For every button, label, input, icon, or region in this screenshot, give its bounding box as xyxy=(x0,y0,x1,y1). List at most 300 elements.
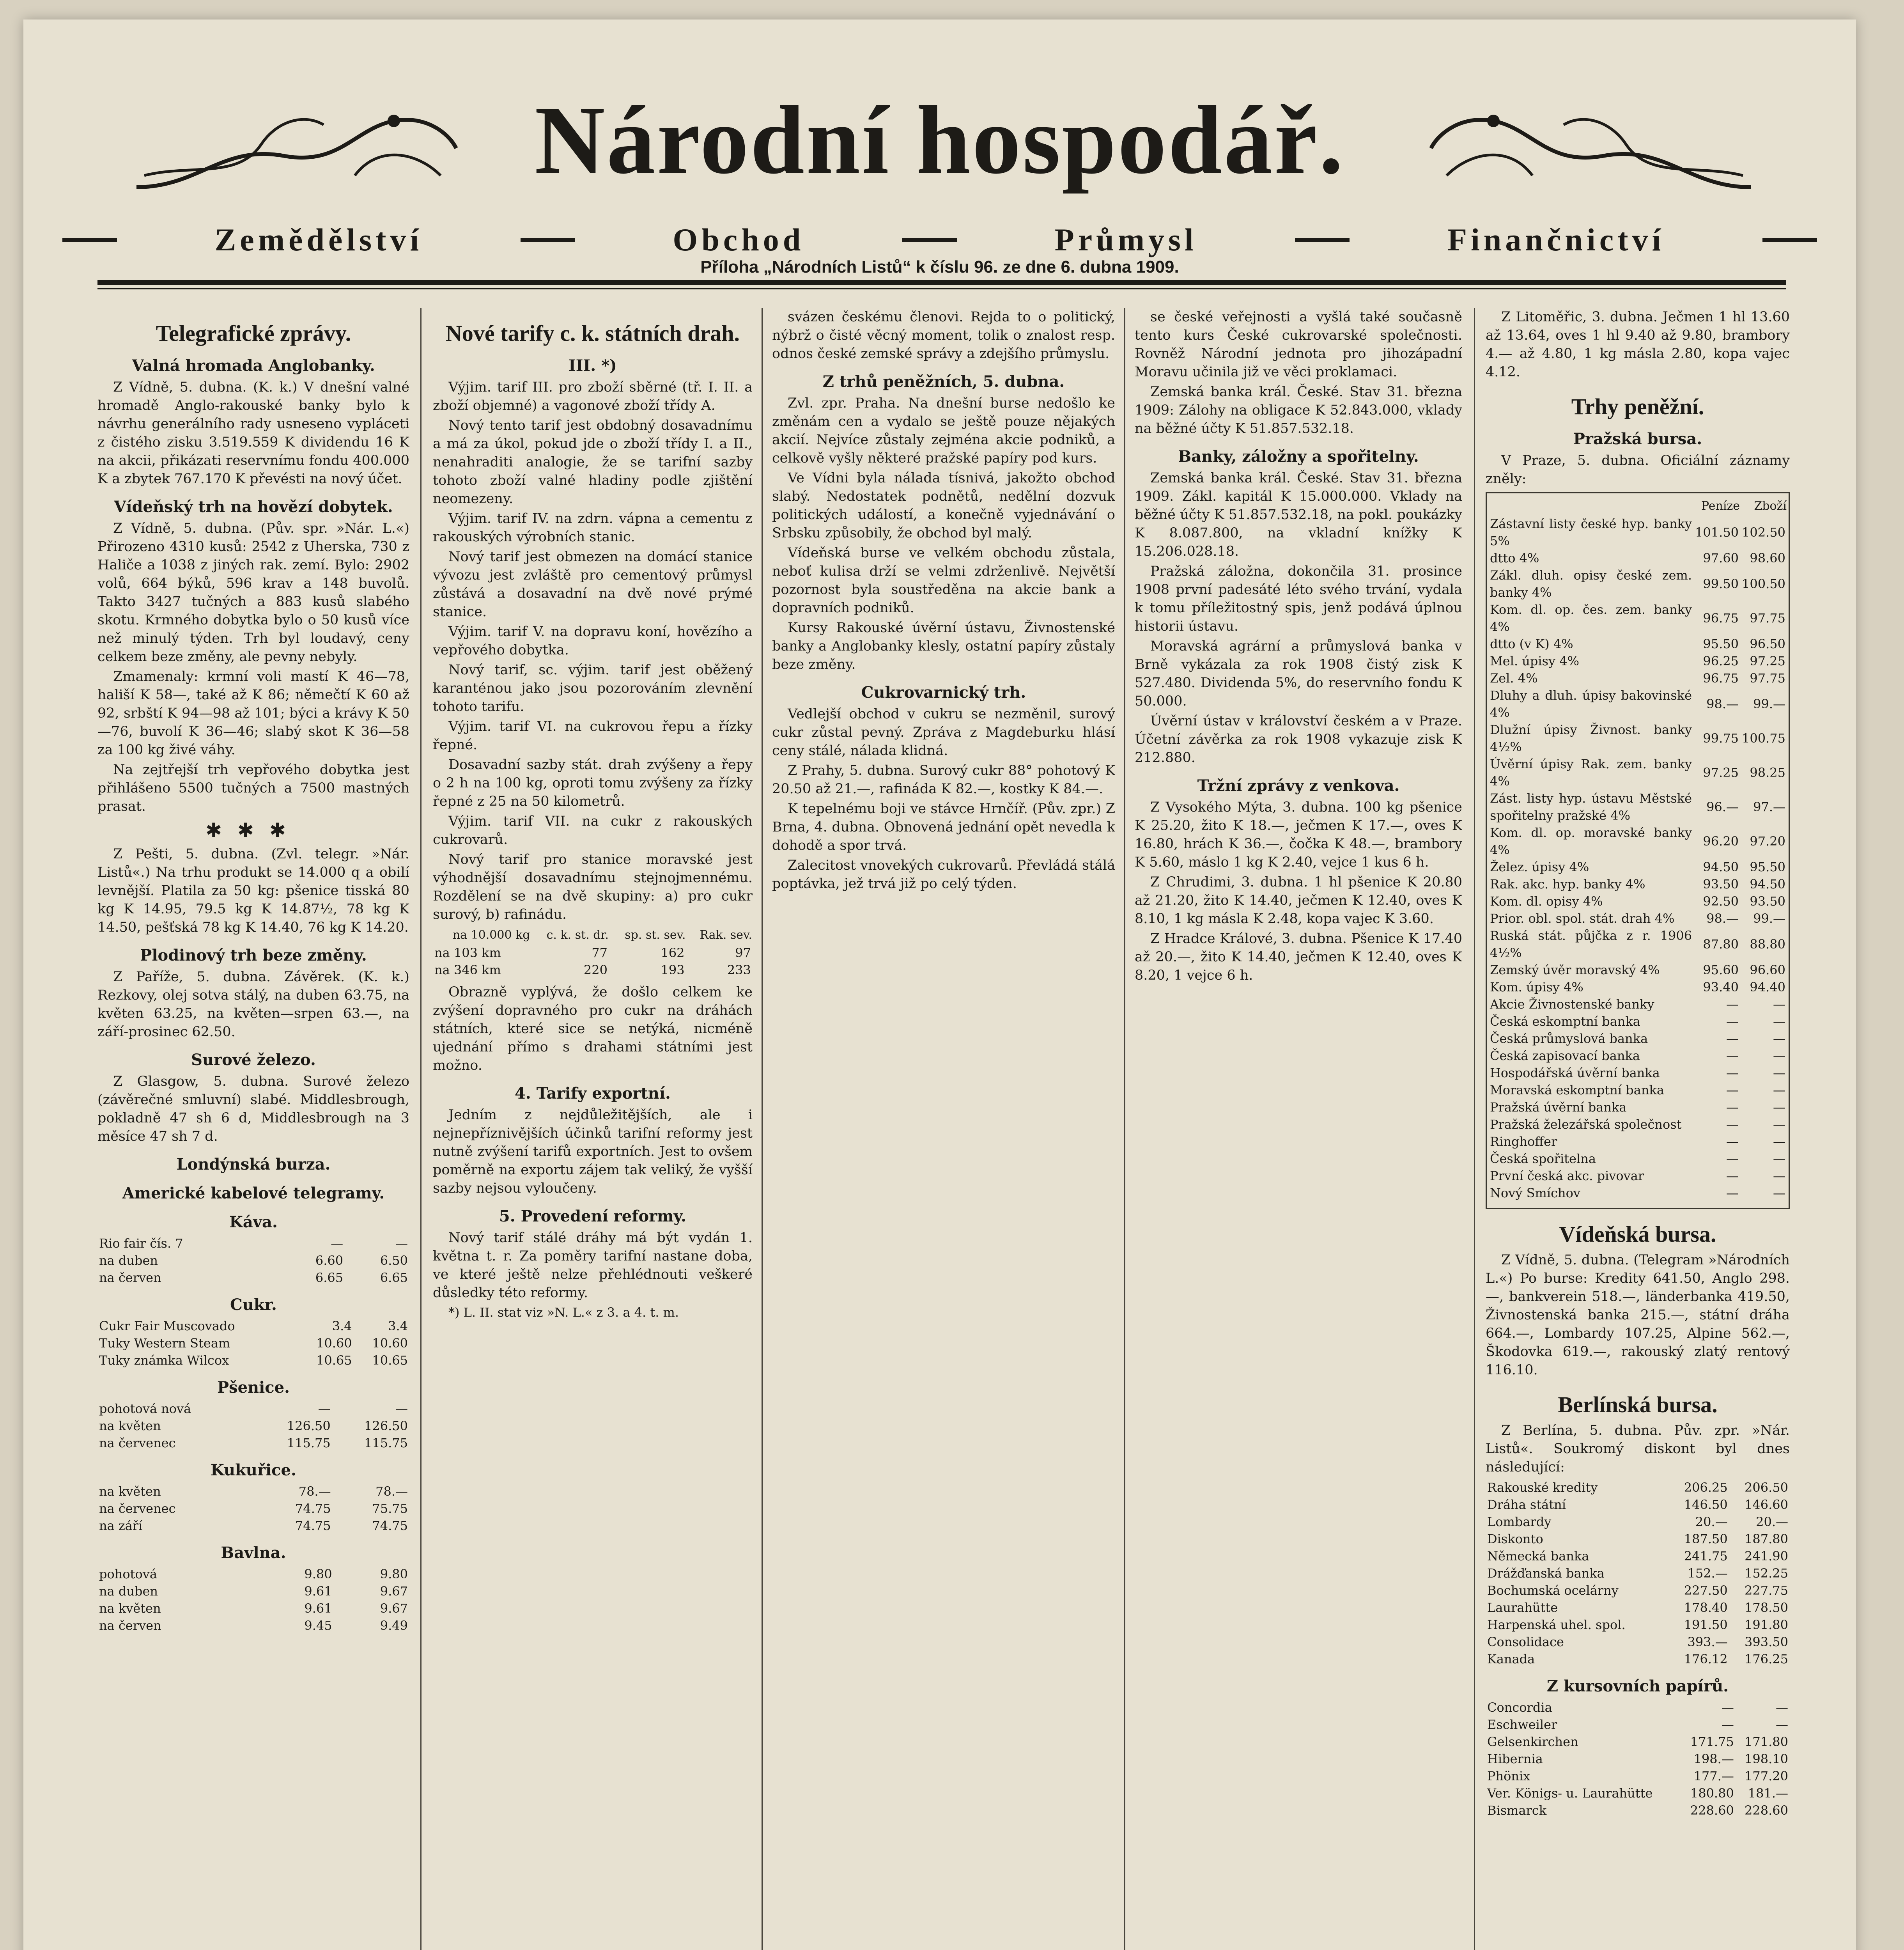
header-rule-thin xyxy=(97,288,1786,289)
row-label: Harpenská uhel. spol. xyxy=(1487,1617,1626,1632)
row-value: 393.— xyxy=(1687,1634,1728,1649)
row-label: Prior. obl. spol. stát. drah 4% xyxy=(1490,911,1675,926)
row-label: Ringhoffer xyxy=(1490,1134,1557,1149)
market-table xyxy=(97,1483,409,1534)
row-value: 74.75 xyxy=(295,1501,331,1516)
subheading: Plodinový trh beze změny. xyxy=(140,946,367,964)
row-value: 10.60 xyxy=(316,1336,352,1351)
row-value: 10.65 xyxy=(316,1353,352,1368)
row-label: Laurahütte xyxy=(1487,1600,1558,1615)
market-table xyxy=(97,1565,409,1634)
paragraph: Zalecitost vnovekých cukrovarů. Převládá stálá poptávka, jež trvá již po celý týden. xyxy=(772,858,1115,892)
table-row xyxy=(1488,635,1787,652)
table-row xyxy=(1486,1530,1790,1548)
table-row xyxy=(1486,1785,1790,1802)
section-banner xyxy=(62,222,1817,257)
row-value: 228.60 xyxy=(1690,1803,1734,1818)
market-table xyxy=(97,1400,409,1452)
table-row xyxy=(1488,550,1787,567)
paragraph: Z Litoměřic, 3. dubna. Ječmen 1 hl 13.60 až 13.64, oves 1 hl 9.40 až 9.80, brambory 4.— až 4.80, 1 kg másla 2.80, kopa vajec 4.12. xyxy=(1486,309,1790,380)
paragraph: Nový tarif stálé dráhy má být vydán 1. května t. r. Za poměry tarifní nastane doba, ve které ještě nelze přehlédnouti veškeré důsledky této reformy. xyxy=(433,1230,753,1301)
row-value: 101.50 xyxy=(1695,525,1739,540)
subheading: 5. Provedení reformy. xyxy=(499,1207,687,1225)
row-value: — xyxy=(1773,1134,1785,1149)
row-value: 6.65 xyxy=(315,1270,344,1285)
row-label: na září xyxy=(99,1518,143,1533)
section-industry: Průmysl xyxy=(1054,222,1197,257)
row-value: 96.20 xyxy=(1703,834,1739,849)
row-label: na duben xyxy=(99,1253,158,1268)
table-row xyxy=(1488,1013,1787,1030)
column-5 xyxy=(1486,308,1790,1950)
subheading: Vídeňský trh na hovězí dobytek. xyxy=(114,498,393,516)
row-value: 97.75 xyxy=(1750,671,1785,686)
row-label: Bochumská ocelárny xyxy=(1487,1583,1619,1598)
table-row xyxy=(1486,1750,1790,1767)
column-1 xyxy=(97,308,409,1950)
table-row xyxy=(1488,858,1787,876)
row-value: 97.60 xyxy=(1703,551,1739,566)
paragraph: Z Vídně, 5. dubna. (Telegram »Národních L.«) Po burse: Kredity 641.50, Anglo 298.—, bankverein 518.—, länderbanka 419.50, Živnostenská banka 215.—, státní dráha 664.—, Lombardy 107.25, Alpine 562.—, Škodovka 619.—, rakouský zlatý rentový 116.10. xyxy=(1486,1252,1790,1378)
row-value: 6.50 xyxy=(380,1253,408,1268)
row-label: na květen xyxy=(99,1601,161,1616)
subheading: Surové železo. xyxy=(191,1051,316,1069)
table-row xyxy=(1488,790,1787,824)
table-row xyxy=(97,1565,409,1583)
row-value: — xyxy=(1773,1151,1785,1166)
table-row xyxy=(1488,1184,1787,1202)
paragraph: Výjim. tarif VII. na cukr z rakouských cukrovarů. xyxy=(433,814,753,847)
row-value: 146.50 xyxy=(1684,1497,1728,1512)
row-value: 3.4 xyxy=(332,1319,352,1333)
row-value: — xyxy=(1773,1186,1785,1200)
subheading: Z trhů peněžních, 5. dubna. xyxy=(822,372,1065,391)
subheading: Americké kabelové telegramy. xyxy=(122,1184,385,1202)
table-row xyxy=(1488,567,1787,601)
paragraph: V Praze, 5. dubna. Oficiální záznamy zněly: xyxy=(1486,453,1790,487)
banner-dash xyxy=(1295,238,1350,242)
row-value: 97.25 xyxy=(1703,765,1739,780)
table-header-cell: Rak. sev. xyxy=(700,928,752,942)
row-value: — xyxy=(1776,1700,1788,1715)
table-row xyxy=(1486,1733,1790,1750)
row-label: na červenec xyxy=(99,1436,176,1450)
subheading: III. *) xyxy=(569,356,617,375)
paragraph: Z Glasgow, 5. dubna. Surové železo (závěrečné smluvní) slabé. Middlesbrough, pokladně 47 sh 6 d, Middlesbrough na 3 měsíce 47 sh 7 d. xyxy=(97,1074,409,1144)
row-value: 74.75 xyxy=(295,1518,331,1533)
row-value: 178.40 xyxy=(1684,1600,1728,1615)
col-header-money: Peníze xyxy=(1701,499,1740,513)
row-value: 176.25 xyxy=(1745,1652,1788,1666)
row-label: Kom. úpisy 4% xyxy=(1490,980,1583,994)
paragraph: Nový tarif jest obmezen na domácí stanice vývozu jest zvláště pro cementový průmysl zůstává a dosavadní na dvě nové prýmé stanice. xyxy=(433,549,753,620)
row-value: 20.— xyxy=(1695,1514,1728,1529)
row-value: 9.61 xyxy=(304,1601,332,1616)
row-label: Kom. dl. opisy 4% xyxy=(1490,894,1603,909)
subheading: 4. Tarify exportní. xyxy=(515,1084,671,1103)
row-value: 115.75 xyxy=(287,1436,331,1450)
table-row xyxy=(97,1500,409,1517)
table-row xyxy=(1486,1548,1790,1565)
table-row xyxy=(1488,755,1787,790)
row-value: 102.50 xyxy=(1742,525,1785,540)
table-row xyxy=(97,1252,409,1269)
row-label: pohotová xyxy=(99,1567,157,1581)
row-label: na červenec xyxy=(99,1501,176,1516)
table-row xyxy=(1486,1767,1790,1785)
paragraph: Z Chrudimi, 3. dubna. 1 hl pšenice K 20.80 až 21.20, žito K 14.40, ječmen K 12.40, oves K 8.10, 1 kg másla K 2.48, kopa vajec K 3.60. xyxy=(1135,874,1462,927)
row-label: Dráha státní xyxy=(1487,1497,1566,1512)
column-2 xyxy=(433,308,753,1950)
subheading: Valná hromada Anglobanky. xyxy=(132,356,375,375)
row-label: Zást. listy hyp. ústavu Městské spořitelny pražské 4% xyxy=(1490,791,1692,823)
paragraph: Z Vysokého Mýta, 3. dubna. 100 kg pšenice K 25.20, žito K 18.—, ječmen K 17.—, oves K 16.80, hrách K 36.—, čočka K 48.—, brambory K 5.60, máslo 1 kg K 2.40, vejce 1 kus 6 h. xyxy=(1135,800,1462,870)
footnote: *) L. II. stat viz »N. L.« z 3. a 4. t. m. xyxy=(448,1305,679,1320)
row-value: 96.50 xyxy=(1750,636,1785,651)
table-row xyxy=(97,1400,409,1417)
row-label: Ver. Königs- u. Laurahütte xyxy=(1487,1786,1653,1801)
row-value: — xyxy=(1773,1117,1785,1132)
row-value: 178.50 xyxy=(1745,1600,1788,1615)
row-label: Akcie Živnostenské banky xyxy=(1490,997,1654,1012)
row-value: 98.25 xyxy=(1750,765,1785,780)
row-value: 9.80 xyxy=(380,1567,408,1581)
row-value: — xyxy=(1773,1083,1785,1097)
row-value: 100.75 xyxy=(1742,731,1785,746)
row-label: na 103 km xyxy=(434,945,501,960)
row-label: Zástavní listy české hyp. banky 5% xyxy=(1490,516,1692,548)
row-value: 126.50 xyxy=(364,1418,408,1433)
row-value: 96.75 xyxy=(1703,671,1739,686)
row-label: Želez. úpisy 4% xyxy=(1490,860,1589,874)
row-label: Consolidace xyxy=(1487,1634,1564,1649)
row-value: — xyxy=(1726,1186,1739,1200)
banner-dash xyxy=(1762,238,1817,242)
section-agriculture: Zemědělství xyxy=(214,222,423,257)
table-row xyxy=(1488,893,1787,910)
row-value: — xyxy=(1773,1065,1785,1080)
row-value: 180.80 xyxy=(1690,1786,1734,1801)
freight-rate-table xyxy=(433,926,753,979)
row-value: — xyxy=(1726,1031,1739,1046)
row-value: 198.10 xyxy=(1745,1751,1788,1766)
row-label: Zákl. dluh. opisy české zem. banky 4% xyxy=(1490,568,1692,600)
row-value: 96.75 xyxy=(1703,611,1739,626)
row-value: 77 xyxy=(592,945,608,960)
row-label: Hibernia xyxy=(1487,1751,1543,1766)
heading-new-tariffs: Nové tarify c. k. státních drah. xyxy=(446,321,740,346)
row-value: 115.75 xyxy=(364,1436,408,1450)
paragraph: Kursy Rakouské úvěrní ústavu, Živnostenské banky a Anglobanky klesly, ostatní papíry zůstaly beze změny. xyxy=(772,620,1115,672)
row-value: 177.20 xyxy=(1745,1769,1788,1783)
row-value: 92.50 xyxy=(1703,894,1739,909)
row-label: dtto (v K) 4% xyxy=(1490,636,1573,651)
paragraph: Zvl. zpr. Praha. Na dnešní burse nedošlo ke změnám cen a vydalo se ještě pouze nějakých akcií. Nejvíce zůstaly zejména akcie podniků, a celkově vyšly některé pražské papíry pod kurs. xyxy=(772,395,1115,466)
table-row xyxy=(1486,1565,1790,1582)
subheading: Cukrovarnický trh. xyxy=(861,683,1026,702)
table-row xyxy=(97,1617,409,1634)
row-label: Ruská stát. půjčka z r. 1906 4½% xyxy=(1490,928,1692,960)
row-value: — xyxy=(1726,1168,1739,1183)
row-value: 162 xyxy=(661,945,685,960)
market-title: Káva. xyxy=(229,1213,278,1231)
row-label: pohotová nová xyxy=(99,1401,191,1416)
table-row xyxy=(1488,1030,1787,1047)
row-label: Dluhy a dluh. úpisy bakovinské 4% xyxy=(1490,688,1692,720)
row-label: Dlužní úpisy Živnost. banky 4½% xyxy=(1490,722,1692,754)
prague-bourse-box xyxy=(1486,492,1790,1209)
row-value: — xyxy=(1726,1134,1739,1149)
row-value: 74.75 xyxy=(372,1518,408,1533)
table-row xyxy=(433,961,753,979)
row-value: 206.50 xyxy=(1745,1480,1788,1495)
row-value: 187.50 xyxy=(1684,1532,1728,1546)
row-label: Německá banka xyxy=(1487,1549,1589,1564)
table-row xyxy=(1486,1513,1790,1530)
paragraph: Z Prahy, 5. dubna. Surový cukr 88° pohotový K 20.50 až 21.—, rafináda K 82.—, kostky K 84.—. xyxy=(772,763,1115,797)
row-value: 95.50 xyxy=(1703,636,1739,651)
column-divider xyxy=(1124,308,1125,1950)
subheading: Banky, záložny a spořitelny. xyxy=(1178,447,1419,466)
newspaper-title: Národní hospodář. xyxy=(535,86,1345,194)
row-value: 95.60 xyxy=(1703,963,1739,977)
row-value: 9.61 xyxy=(304,1584,332,1599)
table-row xyxy=(1488,1150,1787,1167)
paragraph: Výjim. tarif IV. na zdrn. vápna a cementu z rakouských výrobních stanic. xyxy=(433,511,753,545)
table-row xyxy=(1488,515,1787,550)
row-value: — xyxy=(1773,1031,1785,1046)
market-title: Bavlna. xyxy=(221,1544,286,1562)
row-value: 6.65 xyxy=(380,1270,408,1285)
table-row xyxy=(1486,1699,1790,1716)
subheading: Pražská bursa. xyxy=(1573,430,1702,448)
row-value: 99.75 xyxy=(1703,731,1739,746)
table-row xyxy=(1488,687,1787,721)
table-row xyxy=(1488,721,1787,755)
heading-berlin-bourse: Berlínská bursa. xyxy=(1558,1392,1718,1417)
row-value: — xyxy=(318,1401,331,1416)
paragraph: K tepelnému boji ve stávce Hrnčíř. (Pův. zpr.) Z Brna, 4. dubna. Obnovená jednání opět nevedla k dohodě a spor trvá. xyxy=(772,801,1115,853)
row-value: 96.— xyxy=(1706,800,1739,814)
column-4 xyxy=(1135,308,1462,1950)
row-value: 393.50 xyxy=(1745,1634,1788,1649)
table-row xyxy=(97,1517,409,1534)
row-label: Eschweiler xyxy=(1487,1717,1557,1732)
row-value: 241.75 xyxy=(1684,1549,1728,1564)
row-label: Nový Smíchov xyxy=(1490,1186,1580,1200)
banner-dash xyxy=(62,238,117,242)
paragraph: Zmamenaly: krmní voli mastí K 46—78, hališí K 58—, také až K 86; němečtí K 60 až 92, srbští K 94—98 až 101; býci a krávy K 50—76, buvolí K 36—46; slabý skot K 36—58 za 100 kg živé váhy. xyxy=(97,669,409,758)
row-value: — xyxy=(1773,1100,1785,1115)
table-row xyxy=(97,1317,409,1335)
table-row xyxy=(1488,927,1787,961)
row-value: 20.— xyxy=(1756,1514,1788,1529)
table-header-cell: c. k. st. dr. xyxy=(546,928,609,942)
row-label: Pražská úvěrní banka xyxy=(1490,1100,1627,1115)
column-divider xyxy=(762,308,763,1950)
table-row xyxy=(1488,824,1787,858)
paragraph: Zemská banka král. České. Stav 31. března 1909: Zálohy na obligace K 52.843.000, vklady na běžné účty K 51.857.532.18. xyxy=(1135,384,1462,436)
paragraph: Vedlejší obchod v cukru se nezměnil, surový cukr zůstal pevný. Zpráva z Magdeburku hlásí ceny stálé, nálada klidná. xyxy=(772,706,1115,759)
row-value: 10.65 xyxy=(372,1353,408,1368)
paragraph: Výjim. tarif III. pro zboží sběrné (tř. I. II. a zboží objemné) a vagonové zboží třídy A. xyxy=(433,379,753,413)
paragraph: Z Pešti, 5. dubna. (Zvl. telegr. »Nár. Listů«.) Na trhu produkt se 14.000 q a obilí levnější. Platila za 50 kg: pšenice tisská 80 kg K 14.95, 79.5 kg K 14.87½, 78 kg K 14.50, pešťská 78 kg K 14.40, 76 kg K 14.20. xyxy=(97,846,409,935)
paragraph: Z Vídně, 5. dubna. (Pův. spr. »Nár. L.«) Přirozeno 4310 kusů: 2542 z Uherska, 730 z Haliče a 1038 z jiných rak. zemí. Bylo: 2902 volů, 664 býků, 596 krav a 148 buvolů. Takto 3427 tučných a 883 kusů slabého skotu. Krmného dobytka bylo o 50 kusů více než minulý týden. Trh byl loudavý, ceny celkem beze změny, ale pevny nebyly. xyxy=(97,521,409,665)
paragraph: svázen českému členovi. Rejda to o politický, nýbrž o čisté věcný moment, tolik o znalost resp. odnos české zemské správy a zdejšího průmyslu. xyxy=(772,309,1115,362)
row-label: Pražská železářská společnost xyxy=(1490,1117,1682,1132)
row-value: 191.50 xyxy=(1684,1617,1728,1632)
row-value: 9.49 xyxy=(380,1618,408,1633)
row-label: Concordia xyxy=(1487,1700,1552,1715)
row-label: Česká eskomptní banka xyxy=(1490,1014,1640,1029)
row-value: 93.40 xyxy=(1703,980,1739,994)
table-row xyxy=(1488,1099,1787,1116)
row-value: 228.60 xyxy=(1745,1803,1788,1818)
columns xyxy=(97,308,1790,1950)
row-value: — xyxy=(395,1401,408,1416)
row-label: Rak. akc. hyp. banky 4% xyxy=(1490,877,1645,892)
row-label: Drážďanská banka xyxy=(1487,1566,1605,1581)
row-label: Zel. 4% xyxy=(1490,671,1538,686)
paragraph: Z Vídně, 5. dubna. (K. k.) V dnešní valné hromadě Anglo-rakouské banky bylo k návrhu generálního rady usneseno vypláceti z čistého zisku 3.519.559 K dividendu 16 K na akcii, přikázati reservnímu fondu 400.000 K a zbytek 767.170 K převésti na nový účet. xyxy=(97,379,409,487)
row-value: 100.50 xyxy=(1742,576,1785,591)
paragraph: Obrazně vyplývá, že došlo celkem ke zvýšení dopravného pro cukr na dráhách státních, které sice se netýká, nicméně ujednání přímo s drahami státními jest možno. xyxy=(433,984,753,1073)
section-finance: Finančnictví xyxy=(1447,222,1665,257)
table-row xyxy=(433,944,753,961)
row-label: Úvěrní úpisy Rak. zem. banky 4% xyxy=(1490,757,1692,789)
row-value: 6.60 xyxy=(315,1253,344,1268)
table-row xyxy=(97,1269,409,1286)
row-value: 10.60 xyxy=(372,1336,408,1351)
table-row xyxy=(1486,1496,1790,1513)
prague-bourse-table xyxy=(1488,497,1787,1202)
row-label: na duben xyxy=(99,1584,158,1599)
table-row xyxy=(1488,1133,1787,1150)
table-row xyxy=(1486,1599,1790,1616)
row-value: 93.50 xyxy=(1703,877,1739,892)
column-3 xyxy=(772,308,1115,1950)
table-row xyxy=(97,1235,409,1252)
row-label: na červen xyxy=(99,1270,161,1285)
row-value: 98.— xyxy=(1706,911,1739,926)
row-value: 99.— xyxy=(1753,911,1785,926)
row-value: 94.40 xyxy=(1750,980,1785,994)
table-row xyxy=(1486,1716,1790,1733)
row-label: Kom. dl. op. moravské banky 4% xyxy=(1490,825,1692,857)
row-value: 198.— xyxy=(1693,1751,1734,1766)
table-row xyxy=(1488,652,1787,670)
table-row xyxy=(97,1352,409,1369)
table-row xyxy=(1488,876,1787,893)
row-label: na 346 km xyxy=(434,963,501,977)
row-value: 99.50 xyxy=(1703,576,1739,591)
row-value: 171.80 xyxy=(1745,1734,1788,1749)
table-row xyxy=(1486,1616,1790,1633)
market-table xyxy=(97,1235,409,1286)
paragraph: Jedním z nejdůležitějších, ale i nejnepříznivějších účinků tarifní reformy jest nutně zvýšení tarifů exportních. Jest to ovšem poměrně na exportu zájem tak veliký, že vyšší sazby nejsou vyloučeny. xyxy=(433,1107,753,1196)
row-value: 9.67 xyxy=(380,1601,408,1616)
paragraph: Nový tarif, sc. výjim. tarif jest oběžený karanténou jako jsou pozorováním zlevnění tohoto tarifu. xyxy=(433,662,753,714)
row-label: na květen xyxy=(99,1484,161,1499)
subheading: Z kursovních papírů. xyxy=(1546,1677,1729,1695)
paragraph: Vídeňská burse ve velkém obchodu zůstala, neboť kulisa drží se velmi zdrženlivě. Největší pozornost byla soustředěna na akcie bank a dopravních podniků. xyxy=(772,545,1115,616)
row-value: 9.80 xyxy=(304,1567,332,1581)
row-value: 3.4 xyxy=(388,1319,408,1333)
row-value: 171.75 xyxy=(1690,1734,1734,1749)
row-value: 97.— xyxy=(1753,800,1785,814)
berlin-table xyxy=(1486,1479,1790,1668)
row-label: Tuky Western Steam xyxy=(99,1336,230,1351)
row-label: Tuky známka Wilcox xyxy=(99,1353,229,1368)
table-row xyxy=(1488,961,1787,979)
section-trade: Obchod xyxy=(673,222,805,257)
row-value: 126.50 xyxy=(287,1418,331,1433)
row-value: 94.50 xyxy=(1703,860,1739,874)
row-value: 193 xyxy=(661,963,685,977)
row-label: dtto 4% xyxy=(1490,551,1539,566)
table-row xyxy=(1486,1582,1790,1599)
market-title: Kukuřice. xyxy=(211,1461,296,1479)
table-row xyxy=(1488,601,1787,635)
market-title: Pšenice. xyxy=(217,1378,290,1397)
row-value: — xyxy=(1773,1168,1785,1183)
table-row xyxy=(97,1583,409,1600)
row-value: 220 xyxy=(583,963,608,977)
table-row xyxy=(1488,1116,1787,1133)
row-value: 97.25 xyxy=(1750,654,1785,668)
row-value: — xyxy=(1726,1083,1739,1097)
table-row xyxy=(1486,1802,1790,1819)
row-value: 88.80 xyxy=(1750,937,1785,952)
column-divider xyxy=(1474,308,1475,1950)
table-row xyxy=(97,1417,409,1434)
row-value: — xyxy=(1726,997,1739,1012)
table-row xyxy=(1488,1167,1787,1184)
row-value: 97 xyxy=(735,945,751,960)
row-value: — xyxy=(1721,1717,1734,1732)
paragraph: Moravská agrární a průmyslová banka v Brně vykázala za rok 1908 čistý zisk K 527.480. Dividenda 5%, do reservního fondu K 50.000. xyxy=(1135,638,1462,709)
subheading: Tržní zprávy z venkova. xyxy=(1197,776,1400,795)
row-value: 78.— xyxy=(298,1484,331,1499)
table-row xyxy=(1488,910,1787,927)
masthead xyxy=(23,82,1856,211)
row-label: Rakouské kredity xyxy=(1487,1480,1598,1495)
paragraph: Z Paříže, 5. dubna. Závěrek. (K. k.) Rezkovy, olej sotva stálý, na duben 63.75, na květen 63.25, na květen—srpen 63.—, na září-prosinec 62.50. xyxy=(97,969,409,1040)
row-label: Lombardy xyxy=(1487,1514,1552,1529)
row-label: Rio fair čís. 7 xyxy=(99,1236,183,1251)
paragraph: Nový tento tarif jest obdobný dosavadnímu a má za úkol, pokud jde o zboží třídy I. a II., nenahraditi analogie, že se tarifní sazby tohoto zboží valné hladiny podle zjištění neomezeny. xyxy=(433,418,753,507)
row-label: Kom. dl. op. čes. zem. banky 4% xyxy=(1490,602,1692,634)
row-value: 97.75 xyxy=(1750,611,1785,626)
row-label: Česká zapisovací banka xyxy=(1490,1048,1640,1063)
row-value: — xyxy=(1726,1151,1739,1166)
market-title: Cukr. xyxy=(230,1296,277,1314)
row-label: Cukr Fair Muscovado xyxy=(99,1319,235,1333)
row-value: 9.45 xyxy=(304,1618,332,1633)
row-value: — xyxy=(1726,1117,1739,1132)
row-value: 93.50 xyxy=(1750,894,1785,909)
paragraph: Úvěrní ústav v království českém a v Praze. Účetní závěrka za rok 1908 vykazuje zisk K 212.880. xyxy=(1135,713,1462,766)
row-value: — xyxy=(331,1236,344,1251)
table-row xyxy=(1488,670,1787,687)
table-row xyxy=(1488,1047,1787,1064)
row-label: Gelsenkirchen xyxy=(1487,1734,1578,1749)
row-value: 98.60 xyxy=(1750,551,1785,566)
row-value: 187.80 xyxy=(1745,1532,1788,1546)
berlin-table-2 xyxy=(1486,1699,1790,1819)
paragraph: Výjim. tarif VI. na cukrovou řepu a řízky řepné. xyxy=(433,719,753,753)
row-label: na květen xyxy=(99,1418,161,1433)
